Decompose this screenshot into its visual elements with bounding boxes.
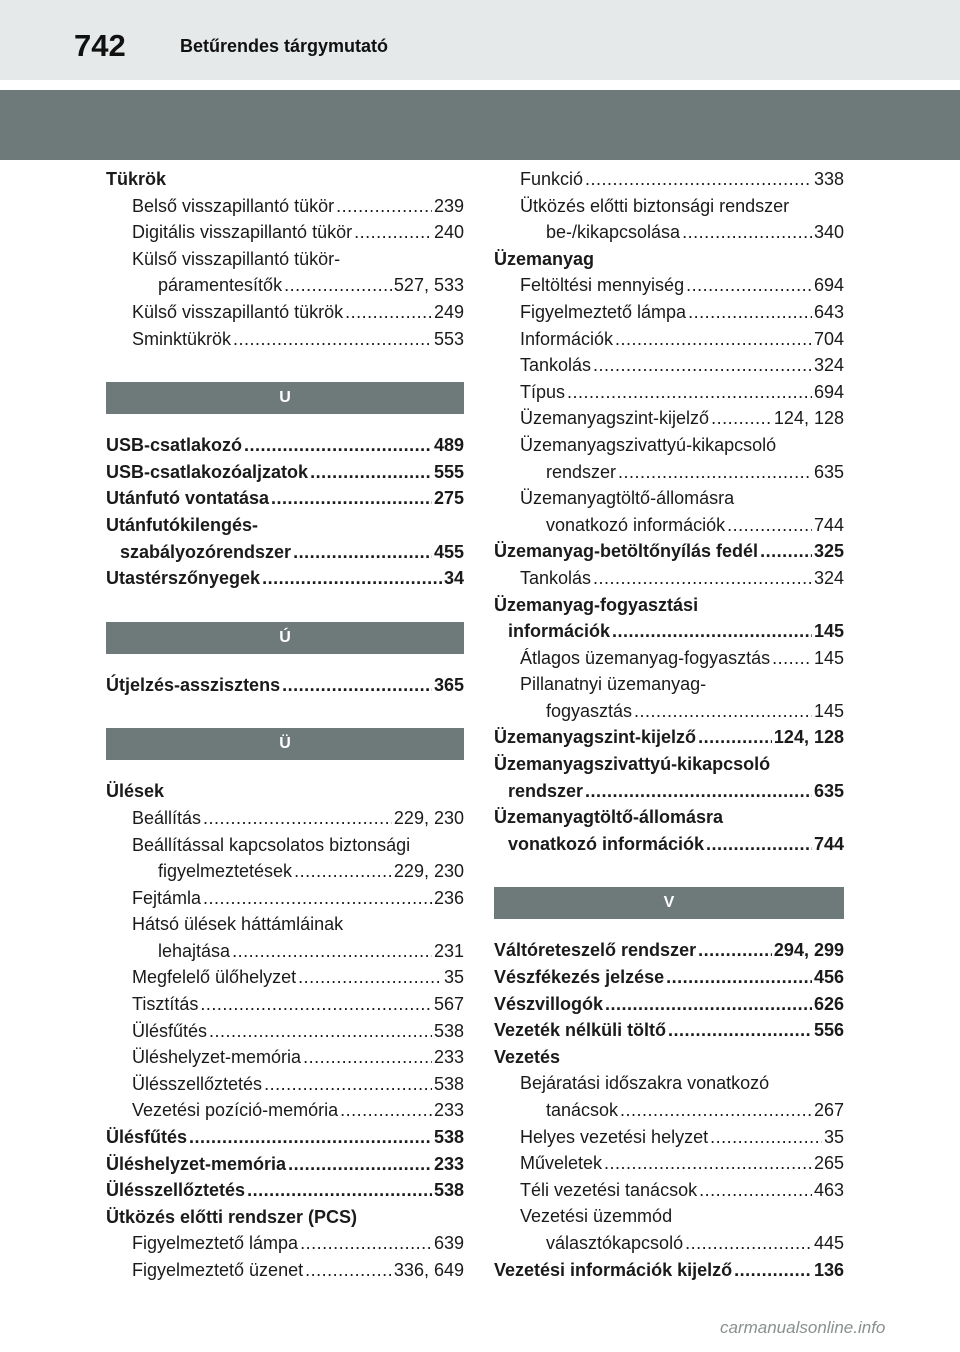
- index-entry: [494, 246, 844, 273]
- entry-text: Megfelelő ülőhelyzet: [132, 967, 297, 988]
- section-header: Ü: [106, 728, 464, 760]
- index-entry: [106, 858, 464, 885]
- entry-page-ref: 124, 128: [773, 408, 844, 429]
- leader-dots: [698, 937, 772, 964]
- entry-page-ref: 267: [813, 1100, 844, 1120]
- index-entry: [106, 885, 464, 912]
- index-entry: [106, 1230, 464, 1257]
- index-entry: [106, 1097, 464, 1124]
- index-entry: [494, 432, 844, 459]
- entry-text: Vezetési üzemmód: [520, 1206, 673, 1227]
- entry-text: Ütközés előtti rendszer (PCS): [106, 1206, 358, 1227]
- leader-dots: [686, 272, 812, 299]
- index-entry: [494, 299, 844, 326]
- index-entry: [106, 272, 464, 299]
- leader-dots: [734, 1257, 812, 1284]
- index-entry: [106, 832, 464, 859]
- leader-dots: [666, 964, 812, 991]
- entry-page-ref: 553: [433, 328, 464, 349]
- entry-page-ref: 694: [813, 275, 844, 296]
- entry-page-ref: 239: [433, 195, 464, 216]
- entry-text: Figyelmeztető lámpa: [132, 1233, 299, 1254]
- section-header: U: [106, 382, 464, 414]
- leader-dots: [336, 193, 432, 220]
- leader-dots: [340, 1097, 432, 1124]
- page-title: Betűrendes tárgymutató: [180, 36, 389, 56]
- leader-dots: [354, 219, 432, 246]
- entry-page-ref: 233: [433, 1153, 464, 1174]
- entry-page-ref: 365: [433, 674, 464, 695]
- leader-dots: [699, 1177, 812, 1204]
- entry-page-ref: 249: [433, 301, 464, 322]
- index-entry: [106, 991, 464, 1018]
- entry-text: Vészfékezés jelzése: [494, 967, 665, 988]
- entry-text: Külső visszapillantó tükör-: [132, 248, 341, 269]
- entry-page-ref: 236: [433, 887, 464, 908]
- leader-dots: [567, 379, 812, 406]
- entry-text: Ülésfűtés: [132, 1020, 208, 1041]
- entry-page-ref: 635: [813, 780, 844, 801]
- entry-page-ref: 463: [813, 1179, 844, 1200]
- section-header: V: [494, 887, 844, 919]
- entry-text: Típus: [520, 381, 566, 402]
- leader-dots: [288, 1151, 432, 1178]
- index-entry: [494, 565, 844, 592]
- entry-page-ref: 229, 230: [393, 807, 464, 828]
- leader-dots: [203, 805, 392, 832]
- leader-dots: [685, 1230, 812, 1257]
- entry-text: Üzemanyagszint-kijelző: [520, 408, 710, 429]
- entry-text: Üléshelyzet-memória: [132, 1047, 302, 1068]
- entry-page-ref: 626: [813, 993, 844, 1014]
- leader-dots: [282, 672, 432, 699]
- entry-page-ref: 145: [813, 700, 844, 721]
- entry-text: rendszer: [546, 461, 617, 482]
- index-entry: [106, 1204, 464, 1231]
- index-entry: [494, 1203, 844, 1230]
- index-entry: [494, 937, 844, 964]
- entry-page-ref: 324: [813, 355, 844, 376]
- leader-dots: [605, 991, 812, 1018]
- leader-dots: [585, 778, 812, 805]
- index-entry: [494, 272, 844, 299]
- entry-page-ref: 233: [433, 1100, 464, 1121]
- index-entry: [106, 299, 464, 326]
- entry-text: Ülések: [106, 781, 165, 802]
- entry-page-ref: 456: [813, 967, 844, 988]
- entry-text: Fejtámla: [132, 887, 202, 908]
- index-entry: [106, 1044, 464, 1071]
- entry-page-ref: 35: [823, 1126, 844, 1147]
- entry-text: tanácsok: [546, 1100, 619, 1120]
- leader-dots: [634, 698, 812, 725]
- leader-dots: [620, 1097, 812, 1124]
- index-entry: [106, 193, 464, 220]
- entry-text: Téli vezetési tanácsok: [520, 1179, 698, 1200]
- index-entry: [494, 485, 844, 512]
- entry-text: Üzemanyag: [494, 248, 595, 269]
- index-entry: [494, 352, 844, 379]
- header-band: [0, 90, 960, 160]
- entry-page-ref: 336, 649: [393, 1260, 464, 1280]
- index-entry: [494, 193, 844, 220]
- leader-dots: [293, 539, 432, 566]
- index-entry: [106, 219, 464, 246]
- index-entry: [494, 459, 844, 486]
- entry-text: választókapcsoló: [546, 1232, 684, 1253]
- entry-page-ref: 233: [433, 1047, 464, 1068]
- leader-dots: [760, 538, 812, 565]
- leader-dots: [262, 565, 442, 592]
- entry-text: fogyasztás: [546, 700, 633, 721]
- entry-text: vonatkozó információk: [508, 833, 705, 854]
- entry-page-ref: 136: [813, 1259, 844, 1280]
- leader-dots: [244, 432, 432, 459]
- index-entry: [106, 246, 464, 273]
- entry-page-ref: 325: [813, 541, 844, 562]
- leader-dots: [727, 512, 812, 539]
- entry-page-ref: 538: [433, 1073, 464, 1094]
- entry-page-ref: 556: [813, 1020, 844, 1041]
- leader-dots: [698, 724, 772, 751]
- entry-page-ref: 34: [443, 568, 464, 589]
- index-entry: [106, 1018, 464, 1045]
- entry-page-ref: 338: [813, 169, 844, 189]
- index-entry: [494, 778, 844, 805]
- index-entry: [494, 1097, 844, 1124]
- index-entry: [106, 512, 464, 539]
- index-entry: [106, 1177, 464, 1204]
- index-column-left: [106, 166, 464, 1284]
- index-entry: [494, 1070, 844, 1097]
- index-entry: [494, 618, 844, 645]
- leader-dots: [688, 299, 812, 326]
- leader-dots: [233, 326, 432, 353]
- index-entry: [106, 805, 464, 832]
- leader-dots: [772, 645, 812, 672]
- leader-dots: [209, 1018, 432, 1045]
- entry-page-ref: 555: [433, 461, 464, 482]
- leader-dots: [298, 964, 442, 991]
- page-header-bar: [0, 0, 960, 80]
- entry-page-ref: 324: [813, 567, 844, 588]
- index-entry: [106, 1151, 464, 1178]
- entry-text: Vészvillogók: [494, 993, 604, 1014]
- entry-text: Tankolás: [520, 567, 592, 588]
- entry-text: Műveletek: [520, 1153, 603, 1174]
- entry-text: Beállítással kapcsolatos biztonsági: [132, 834, 411, 855]
- leader-dots: [668, 1017, 812, 1044]
- index-entry: [494, 1177, 844, 1204]
- index-entry: [494, 671, 844, 698]
- index-entry: [106, 166, 464, 193]
- leader-dots: [294, 858, 392, 885]
- entry-text: Sminktükrök: [132, 328, 232, 349]
- entry-text: lehajtása: [158, 940, 231, 961]
- index-entry: [494, 724, 844, 751]
- entry-text: Vezeték nélküli töltő: [494, 1020, 667, 1041]
- entry-page-ref: 527, 533: [393, 275, 464, 296]
- entry-text: Üzemanyag-fogyasztási: [494, 594, 699, 615]
- entry-page-ref: 231: [433, 940, 464, 961]
- entry-page-ref: 240: [433, 222, 464, 243]
- leader-dots: [189, 1124, 432, 1151]
- entry-page-ref: 704: [813, 328, 844, 349]
- section-header: Ú: [106, 622, 464, 654]
- entry-text: Üzemanyagszivattyú-kikapcsoló: [520, 434, 777, 455]
- entry-text: Utánfutó vontatása: [106, 488, 270, 509]
- entry-page-ref: 643: [813, 301, 844, 322]
- index-entry: [106, 565, 464, 592]
- index-column-right: [494, 166, 844, 1283]
- index-entry: [494, 1230, 844, 1257]
- leader-dots: [711, 405, 772, 432]
- entry-text: Utánfutókilengés-: [106, 514, 259, 535]
- index-entry: [494, 751, 844, 778]
- entry-text: Információk: [520, 328, 614, 349]
- entry-text: Figyelmeztető lámpa: [520, 301, 687, 322]
- leader-dots: [300, 1230, 432, 1257]
- index-entry: [494, 219, 844, 246]
- entry-page-ref: 538: [433, 1020, 464, 1041]
- index-entry: [106, 964, 464, 991]
- leader-dots: [264, 1071, 432, 1098]
- entry-page-ref: 694: [813, 381, 844, 402]
- entry-text: Üzemanyagszint-kijelző: [494, 727, 697, 748]
- entry-text: Vezetési pozíció-memória: [132, 1100, 339, 1121]
- entry-text: Beállítás: [132, 807, 202, 828]
- entry-text: Pillanatnyi üzemanyag-: [520, 674, 707, 695]
- index-entry: [494, 698, 844, 725]
- entry-text: Belső visszapillantó tükör: [132, 195, 335, 216]
- index-entry: [494, 964, 844, 991]
- entry-text: Külső visszapillantó tükrök: [132, 301, 344, 322]
- entry-text: Bejáratási időszakra vonatkozó: [520, 1073, 770, 1094]
- index-entry: [494, 645, 844, 672]
- index-entry: [494, 1257, 844, 1284]
- index-entry: [494, 1044, 844, 1071]
- entry-text: USB-csatlakozóaljzatok: [106, 461, 309, 482]
- index-entry: [106, 326, 464, 353]
- leader-dots: [593, 352, 812, 379]
- entry-text: Útjelzés-asszisztens: [106, 674, 281, 695]
- leader-dots: [305, 1257, 392, 1284]
- entry-page-ref: 744: [813, 833, 844, 854]
- page-number: 742: [74, 28, 126, 63]
- leader-dots: [612, 618, 812, 645]
- entry-text: Figyelmeztető üzenet: [132, 1260, 304, 1280]
- index-entry: [106, 911, 464, 938]
- entry-text: figyelmeztetések: [158, 861, 293, 882]
- entry-text: Átlagos üzemanyag-fogyasztás: [520, 647, 771, 668]
- leader-dots: [284, 272, 392, 299]
- watermark: carmanualsonline.info: [720, 1318, 886, 1337]
- leader-dots: [585, 166, 812, 193]
- entry-text: Üléshelyzet-memória: [106, 1153, 287, 1174]
- entry-text: Ülésfűtés: [106, 1127, 188, 1148]
- entry-page-ref: 275: [433, 488, 464, 509]
- index-entry: [494, 592, 844, 619]
- entry-page-ref: 145: [813, 621, 844, 642]
- entry-page-ref: 35: [443, 967, 464, 988]
- leader-dots: [710, 1124, 822, 1151]
- index-entry: [494, 1124, 844, 1151]
- index-entry: [494, 1150, 844, 1177]
- index-entry: [494, 991, 844, 1018]
- index-entry: [494, 166, 844, 193]
- entry-text: Ülésszellőztetés: [132, 1073, 263, 1094]
- index-entry: [494, 405, 844, 432]
- entry-page-ref: 639: [433, 1233, 464, 1254]
- leader-dots: [345, 299, 432, 326]
- entry-text: Digitális visszapillantó tükör: [132, 222, 353, 243]
- leader-dots: [618, 459, 812, 486]
- index-entry: [494, 831, 844, 858]
- leader-dots: [310, 459, 432, 486]
- entry-text: be-/kikapcsolása: [546, 222, 681, 243]
- entry-text: Üzemanyag-betöltőnyílás fedél: [494, 541, 759, 562]
- index-entry: [494, 326, 844, 353]
- entry-page-ref: 567: [433, 994, 464, 1015]
- leader-dots: [203, 885, 432, 912]
- entry-page-ref: 445: [813, 1232, 844, 1253]
- entry-text: Funkció: [520, 169, 584, 189]
- entry-page-ref: 124, 128: [773, 727, 844, 748]
- entry-page-ref: 145: [813, 647, 844, 668]
- entry-page-ref: 744: [813, 514, 844, 535]
- entry-text: páramentesítők: [158, 275, 283, 296]
- leader-dots: [615, 326, 812, 353]
- entry-text: Tisztítás: [132, 994, 199, 1015]
- index-entry: [106, 1257, 464, 1284]
- leader-dots: [232, 938, 432, 965]
- entry-text: szabályozórendszer: [120, 541, 292, 562]
- index-entry: [106, 459, 464, 486]
- leader-dots: [247, 1177, 432, 1204]
- entry-text: Váltóreteszelő rendszer: [494, 940, 697, 961]
- entry-text: Vezetési információk kijelző: [494, 1259, 733, 1280]
- index-entry: [494, 804, 844, 831]
- leader-dots: [200, 991, 432, 1018]
- entry-page-ref: 489: [433, 435, 464, 456]
- index-entry: [106, 1124, 464, 1151]
- entry-text: vonatkozó információk: [546, 514, 726, 535]
- index-entry: [494, 379, 844, 406]
- index-entry: [106, 672, 464, 699]
- entry-text: Ütközés előtti biztonsági rendszer: [520, 195, 790, 216]
- entry-page-ref: 340: [813, 222, 844, 243]
- entry-text: Üzemanyagszivattyú-kikapcsoló: [494, 754, 771, 775]
- index-entry: [106, 938, 464, 965]
- entry-page-ref: 635: [813, 461, 844, 482]
- entry-page-ref: 265: [813, 1153, 844, 1174]
- index-entry: [106, 485, 464, 512]
- entry-text: Utastérszőnyegek: [106, 568, 261, 589]
- entry-text: USB-csatlakozó: [106, 435, 243, 456]
- leader-dots: [706, 831, 812, 858]
- entry-page-ref: 455: [433, 541, 464, 562]
- leader-dots: [604, 1150, 812, 1177]
- index-entry: [106, 432, 464, 459]
- index-entry: [106, 778, 464, 805]
- index-entry: [494, 538, 844, 565]
- entry-page-ref: 229, 230: [393, 861, 464, 882]
- entry-text: rendszer: [508, 780, 584, 801]
- index-entry: [494, 512, 844, 539]
- entry-text: Vezetés: [494, 1046, 561, 1067]
- leader-dots: [303, 1044, 432, 1071]
- entry-text: Hátsó ülések háttámláinak: [132, 914, 344, 935]
- leader-dots: [682, 219, 812, 246]
- index-entry: [106, 539, 464, 566]
- entry-text: Feltöltési mennyiség: [520, 275, 685, 296]
- leader-dots: [593, 565, 812, 592]
- entry-text: Ülésszellőztetés: [106, 1180, 246, 1201]
- entry-text: információk: [508, 621, 611, 642]
- leader-dots: [271, 485, 432, 512]
- entry-text: Helyes vezetési helyzet: [520, 1126, 709, 1147]
- entry-page-ref: 294, 299: [773, 940, 844, 961]
- index-entry: [494, 1017, 844, 1044]
- index-entry: [106, 1071, 464, 1098]
- entry-page-ref: 538: [433, 1127, 464, 1148]
- entry-text: Üzemanyagtöltő-állomásra: [494, 807, 724, 828]
- entry-text: Tükrök: [106, 169, 167, 189]
- entry-page-ref: 538: [433, 1180, 464, 1201]
- entry-text: Tankolás: [520, 355, 592, 376]
- entry-text: Üzemanyagtöltő-állomásra: [520, 488, 735, 509]
